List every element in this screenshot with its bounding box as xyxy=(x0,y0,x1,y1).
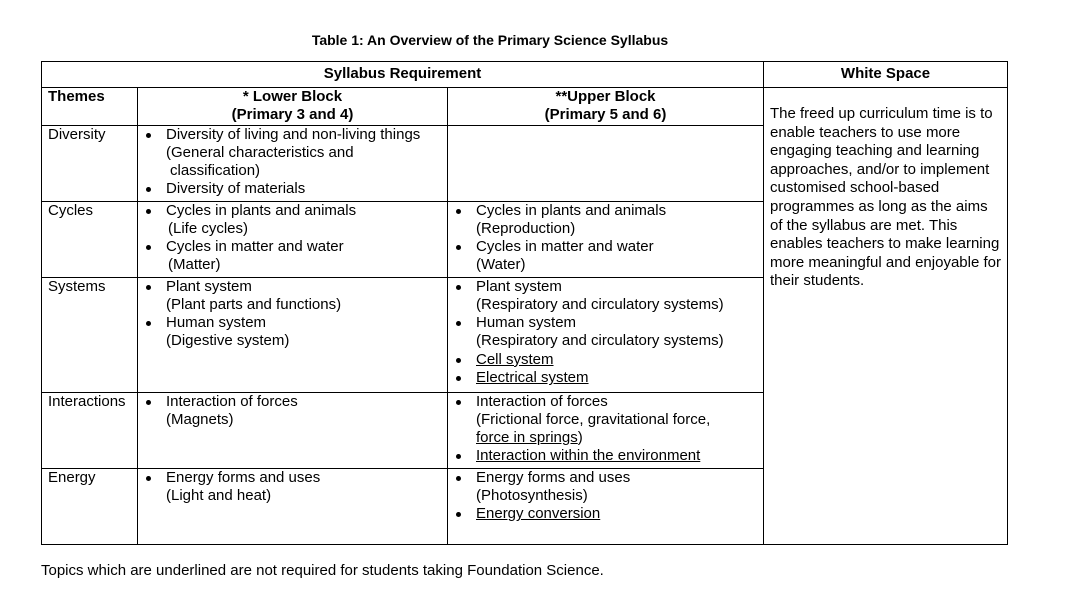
theme-cell: Diversity xyxy=(42,125,138,201)
table-caption: Table 1: An Overview of the Primary Science Syllabus xyxy=(311,32,669,48)
theme-cell: Cycles xyxy=(42,201,138,277)
lower-block-levels: (Primary 3 and 4) xyxy=(231,106,354,124)
themes-header: Themes xyxy=(42,88,138,126)
list-item: Cycles in matter and water (Water) xyxy=(448,238,763,275)
list-item: Cycles in matter and water (Matter) xyxy=(138,238,447,275)
list-item: Diversity of materials xyxy=(138,180,447,198)
lower-topics xyxy=(138,468,448,544)
lower-block-title: * Lower Block xyxy=(242,88,343,105)
lower-topics xyxy=(138,277,448,392)
list-item: Plant system (Plant parts and functions) xyxy=(138,278,447,315)
list-item: Electrical system xyxy=(448,369,763,387)
upper-block-header xyxy=(448,88,764,126)
syllabus-table xyxy=(41,61,1008,545)
list-item: Energy forms and uses (Light and heat) xyxy=(138,469,447,506)
list-item: Energy forms and uses (Photosynthesis) xyxy=(448,469,763,506)
list-item: Interaction of forces (Magnets) xyxy=(138,393,447,430)
list-item: Cycles in plants and animals (Life cycles) xyxy=(138,202,447,239)
white-space-description: The freed up curriculum time is to enable teachers to use more engaging teaching and learning approaches, and/or to implement customised school-based programmes as long as the aims of the syllabus are met. This enables teachers to make learning more meaningful and enjoyable for their students. xyxy=(764,88,1008,545)
lower-topics xyxy=(138,201,448,277)
list-item: Interaction of forces (Frictional force, gravitational force, force in springs) xyxy=(448,393,763,448)
list-item: Interaction within the environment xyxy=(448,447,763,465)
list-item: Cycles in plants and animals (Reproduction) xyxy=(448,202,763,239)
upper-block-levels: (Primary 5 and 6) xyxy=(544,106,667,124)
upper-topics xyxy=(448,125,764,201)
upper-topics xyxy=(448,201,764,277)
upper-topics xyxy=(448,468,764,544)
lower-topics xyxy=(138,125,448,201)
upper-topics xyxy=(448,392,764,468)
list-item: Energy conversion xyxy=(448,505,763,523)
theme-cell: Interactions xyxy=(42,392,138,468)
theme-cell: Energy xyxy=(42,468,138,544)
syllabus-requirement-header: Syllabus Requirement xyxy=(42,62,764,88)
list-item: Human system (Digestive system) xyxy=(138,314,447,351)
header-row-columns xyxy=(42,88,1008,126)
theme-cell: Systems xyxy=(42,277,138,392)
lower-topics xyxy=(138,392,448,468)
upper-topics xyxy=(448,277,764,392)
white-space-header: White Space xyxy=(764,62,1008,88)
header-row-top xyxy=(42,62,1008,88)
list-item: Plant system (Respiratory and circulatory systems) xyxy=(448,278,763,315)
upper-block-title: **Upper Block xyxy=(555,88,656,105)
list-item: Human system (Respiratory and circulatory systems) xyxy=(448,314,763,351)
list-item: Cell system xyxy=(448,351,763,369)
footnote: Topics which are underlined are not required for students taking Foundation Science. xyxy=(41,562,604,579)
lower-block-header xyxy=(138,88,448,126)
list-item: Diversity of living and non-living things (General characteristics and classification) xyxy=(138,126,447,181)
